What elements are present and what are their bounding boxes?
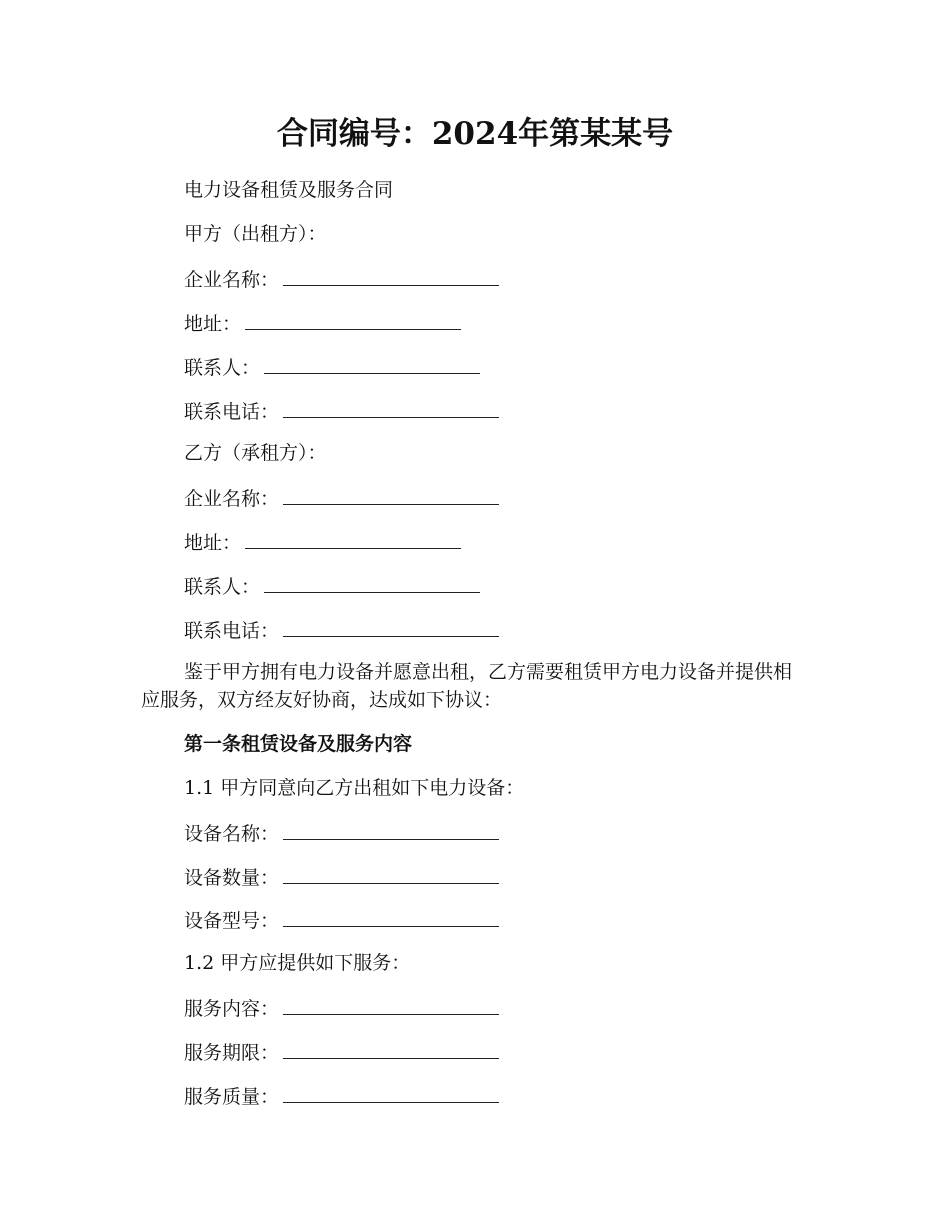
field-label: 设备数量：	[184, 867, 280, 889]
party-a-heading: 甲方（出租方）：	[184, 223, 327, 245]
field-label: 地址：	[184, 313, 242, 335]
party-b-phone-field	[184, 616, 499, 644]
field-label: 企业名称：	[184, 269, 280, 291]
phone-blank[interactable]	[283, 616, 499, 637]
party-a-company-field	[184, 265, 499, 293]
clause-1-2: 1.2 甲方应提供如下服务：	[184, 952, 411, 974]
clause-1-1: 1.1 甲方同意向乙方出租如下电力设备：	[184, 777, 525, 799]
address-blank[interactable]	[245, 309, 461, 330]
party-b-contact-field	[184, 572, 480, 600]
field-label: 联系人：	[184, 576, 261, 598]
field-label: 联系人：	[184, 357, 261, 379]
service-quality-field	[184, 1082, 499, 1110]
service-quality-blank[interactable]	[283, 1082, 499, 1103]
service-period-field	[184, 1038, 499, 1066]
field-label: 服务内容：	[184, 998, 280, 1020]
party-a-address-field	[184, 309, 461, 337]
party-b-address-field	[184, 528, 461, 556]
field-label: 地址：	[184, 532, 242, 554]
service-period-blank[interactable]	[283, 1038, 499, 1059]
service-content-field	[184, 994, 499, 1022]
equipment-name-field	[184, 819, 499, 847]
address-blank[interactable]	[245, 528, 461, 549]
party-a-contact-field	[184, 353, 480, 381]
contact-blank[interactable]	[264, 353, 480, 374]
equipment-model-field	[184, 906, 499, 934]
field-label: 企业名称：	[184, 488, 280, 510]
field-label: 设备型号：	[184, 910, 280, 932]
party-b-company-field	[184, 484, 499, 512]
field-label: 联系电话：	[184, 401, 280, 423]
field-label: 服务质量：	[184, 1086, 280, 1108]
preamble-paragraph: 鉴于甲方拥有电力设备并愿意出租，乙方需要租赁甲方电力设备并提供相应服务，双方经友好协商，达成如下协议：	[141, 661, 793, 711]
party-a-phone-field	[184, 397, 499, 425]
field-label: 联系电话：	[184, 620, 280, 642]
equipment-model-blank[interactable]	[283, 906, 499, 927]
contract-title: 合同编号：2024年第某某号	[276, 116, 674, 152]
equipment-quantity-blank[interactable]	[283, 863, 499, 884]
company-blank[interactable]	[283, 484, 499, 505]
field-label: 服务期限：	[184, 1042, 280, 1064]
company-blank[interactable]	[283, 265, 499, 286]
service-content-blank[interactable]	[283, 994, 499, 1015]
contract-subtitle: 电力设备租赁及服务合同	[184, 179, 394, 201]
party-b-heading: 乙方（承租方）：	[184, 442, 327, 464]
contact-blank[interactable]	[264, 572, 480, 593]
phone-blank[interactable]	[283, 397, 499, 418]
equipment-quantity-field	[184, 863, 499, 891]
article-1-heading: 第一条租赁设备及服务内容	[184, 733, 413, 755]
field-label: 设备名称：	[184, 823, 280, 845]
equipment-name-blank[interactable]	[283, 819, 499, 840]
